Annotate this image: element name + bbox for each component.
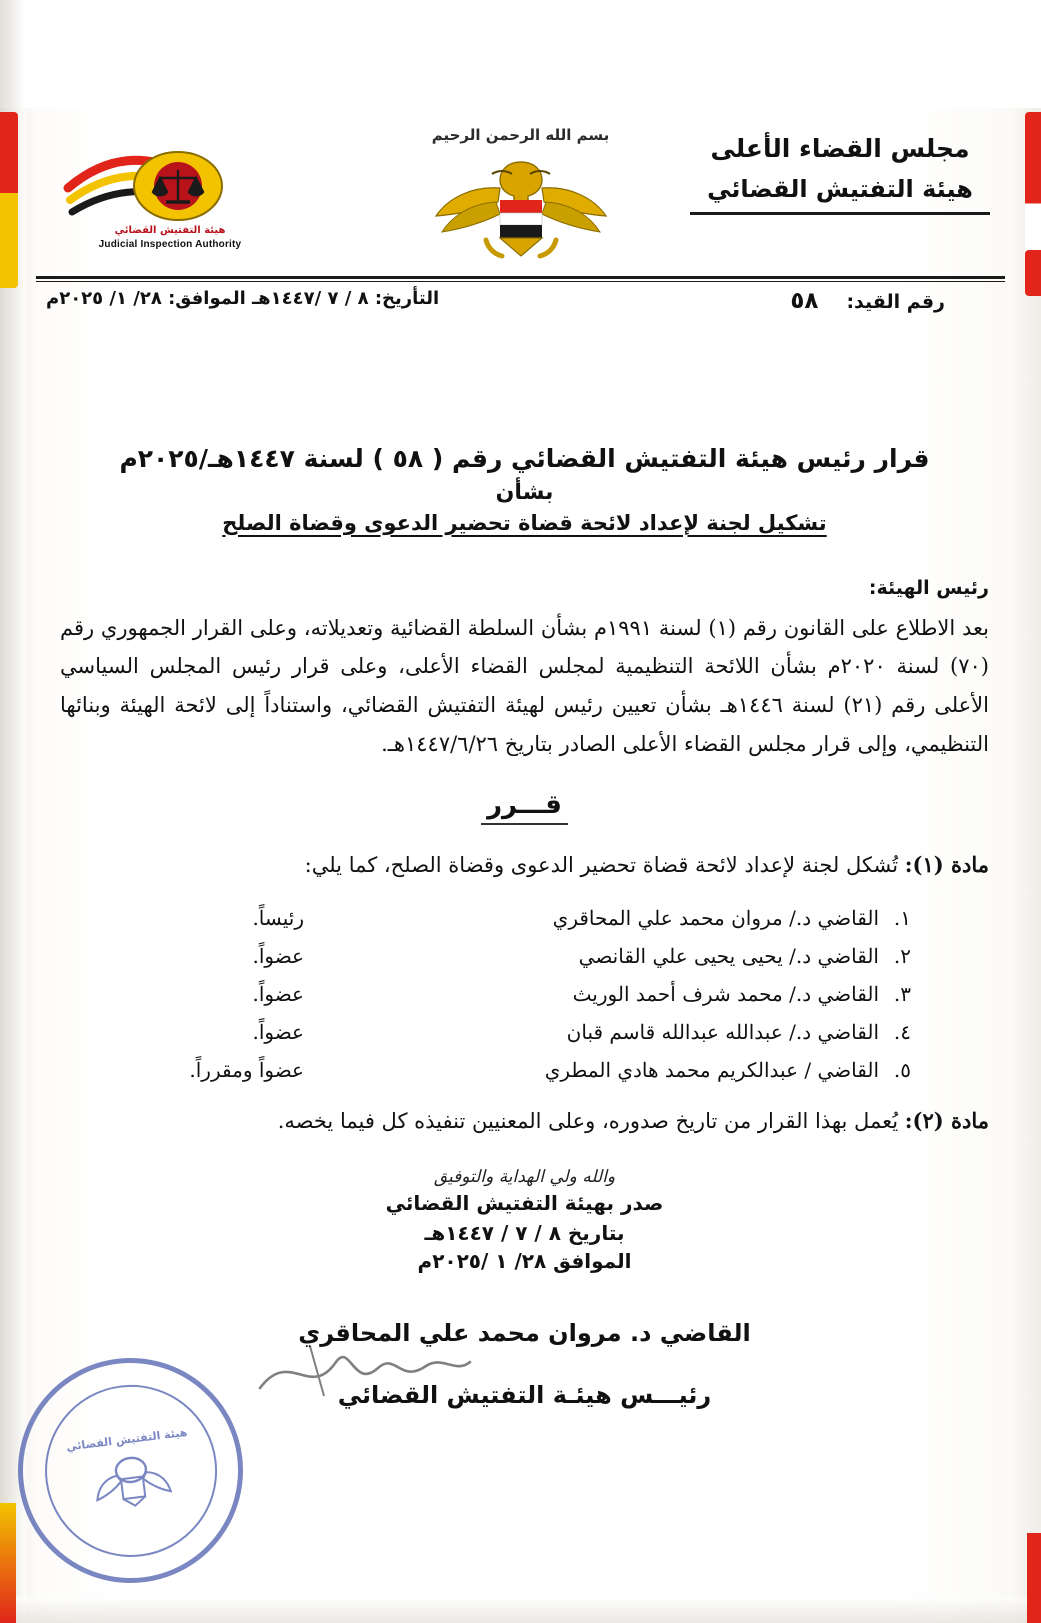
closing-invocation: والله ولي الهداية والتوفيق xyxy=(433,1166,616,1187)
logo-caption-english: Judicial Inspection Authority xyxy=(98,239,242,250)
judicial-inspection-logo xyxy=(60,136,280,256)
addressee-line: رئيس الهيئة: xyxy=(868,576,989,599)
list-item xyxy=(124,906,911,930)
basmala-text: بسم الله الرحمن الرحيم xyxy=(431,126,610,144)
article-1-text: تُشكل لجنة لإعداد لائحة قضاة تحضير الدعوى وقضاة الصلح، كما يلي: xyxy=(304,852,899,877)
member-role: عضواً. xyxy=(252,943,304,968)
stamp-emblem-icon xyxy=(85,1443,178,1513)
committee-members-list xyxy=(124,906,911,1082)
header-divider-rule-thin xyxy=(36,281,1005,282)
registration-number-block xyxy=(790,288,945,314)
flag-stripe-bottom-left xyxy=(0,1503,16,1623)
list-item xyxy=(124,1058,911,1082)
meta-row xyxy=(36,286,1005,320)
list-item xyxy=(124,1020,911,1044)
preamble-paragraph: بعد الاطلاع على القانون رقم (١) لسنة ١٩٩١م بشأن السلطة القضائية وتعديلاته، وعلى القرار الجمهوري رقم (٧٠) لسنة ٢٠٢٠م بشأن اللائحة التنظيمية لمجلس القضاء الأعلى، وعلى قرار رئيس المجلس السياسي الأعلى رقم (٢١) لسنة ١٤٤٦هـ بشأن تعيين رئيس لهيئة التفتيش القضائي، واستناداً إلى لائحة الهيئة وبنائها التنظيمي، وإلى قرار مجلس القضاء الأعلى الصادر بتاريخ ١٤٤٧/٦/٢٦هـ. xyxy=(60,615,990,757)
signatory-position: رئيـــس هيئـة التفتيش القضائي xyxy=(337,1380,712,1409)
golden-eagle-icon xyxy=(426,144,616,262)
registration-label: رقم القيد: xyxy=(846,291,945,313)
closing-block xyxy=(60,1167,989,1273)
decree-regarding-label: بشأن xyxy=(495,479,554,505)
header-titles xyxy=(675,134,1005,215)
handwritten-signature xyxy=(250,1338,480,1408)
list-item xyxy=(124,944,911,968)
logo-caption-arabic: هيئة التفتيش القضائي xyxy=(114,225,226,236)
article-1-label: مادة (١): xyxy=(904,851,989,877)
stamp-text: هيئة التفتيش القضائي xyxy=(65,1426,189,1454)
scan-top-margin xyxy=(0,0,1041,108)
article-2-text: يُعمل بهذا القرار من تاريخ صدوره، وعلى المعنيين تنفيذه كل فيما يخصه. xyxy=(277,1108,899,1133)
member-number: ٥. xyxy=(893,1057,911,1082)
signatory-name: القاضي د. مروان محمد علي المحاقري xyxy=(298,1318,751,1347)
member-role: رئيساً. xyxy=(252,905,304,930)
member-name: القاضي د./ عبدالله عبدالله قاسم قبان xyxy=(566,1019,879,1044)
document-body xyxy=(60,440,989,1409)
decree-title: قرار رئيس هيئة التفتيش القضائي رقم ( ٥٨ ) لسنة ١٤٤٧هـ/٢٠٢٥م xyxy=(119,444,930,473)
article-2 xyxy=(60,1108,989,1133)
scan-bottom-edge-shadow xyxy=(0,1597,1041,1623)
member-role: عضواً ومقرراً. xyxy=(189,1057,304,1082)
member-name: القاضي / عبدالكريم محمد هادي المطري xyxy=(544,1057,879,1082)
issuing-office: صدر بهيئة التفتيش القضائي xyxy=(385,1190,664,1215)
decree-subject: تشكيل لجنة لإعداد لائحة قضاة تحضير الدعوى وقضاة الصلح xyxy=(222,510,827,535)
registration-number: ٥٨ xyxy=(790,288,819,314)
document-header xyxy=(0,120,1041,270)
flag-stripe-bottom-right xyxy=(1027,1533,1041,1623)
eye-and-scales-icon xyxy=(60,136,280,236)
supreme-judicial-council-title: مجلس القضاء الأعلى xyxy=(710,134,970,163)
member-number: ٣. xyxy=(893,981,911,1006)
decided-heading xyxy=(60,790,989,825)
member-name: القاضي د./ محمد شرف أحمد الوريث xyxy=(572,981,879,1006)
member-name: القاضي د./ مروان محمد علي المحاقري xyxy=(552,905,879,930)
stamp-inner-ring xyxy=(35,1375,227,1567)
national-emblem xyxy=(421,126,621,266)
member-role: عضواً. xyxy=(252,1019,304,1044)
closing-date-gregorian: الموافق ٢٨/ ١ /٢٠٢٥م xyxy=(417,1248,632,1273)
judicial-inspection-authority-title: هيئة التفتيش القضائي xyxy=(707,175,973,203)
header-divider-rule xyxy=(36,276,1005,279)
document-date: التأريخ: ٨ / ٧ /١٤٤٧هـ الموافق: ٢٨/ ١/ ٢٠٢٥م xyxy=(46,288,440,309)
member-number: ٤. xyxy=(893,1019,911,1044)
closing-date-hijri: بتاريخ ٨ / ٧ / ١٤٤٧هـ xyxy=(424,1220,625,1245)
member-role: عضواً. xyxy=(252,981,304,1006)
member-number: ١. xyxy=(893,905,911,930)
header-underline xyxy=(690,212,990,215)
list-item xyxy=(124,982,911,1006)
article-1 xyxy=(60,847,989,884)
decided-word: قـــرر xyxy=(481,790,568,825)
member-number: ٢. xyxy=(893,943,911,968)
member-name: القاضي د./ يحيى يحيى علي القانصي xyxy=(578,943,879,968)
article-2-label: مادة (٢): xyxy=(904,1107,989,1133)
